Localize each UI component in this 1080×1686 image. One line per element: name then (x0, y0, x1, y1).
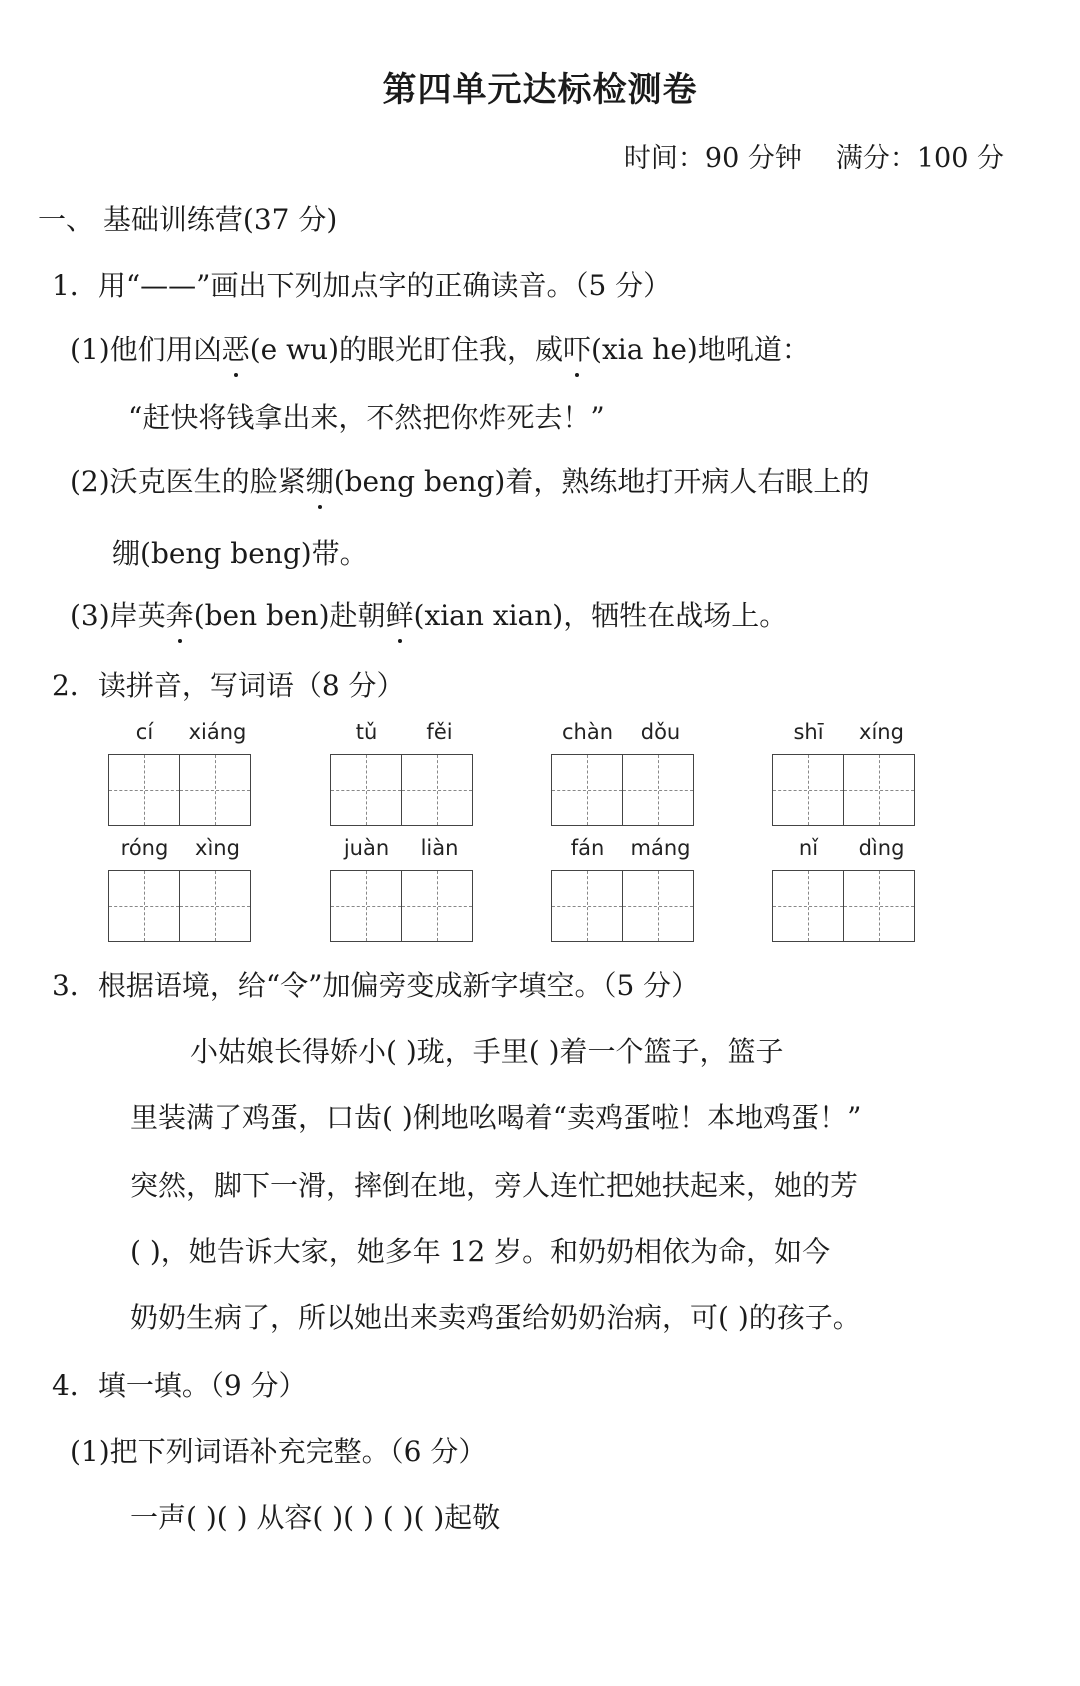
q1-item2 (70, 460, 869, 500)
q1-item1 (70, 328, 810, 368)
pinyin-word-box (551, 836, 697, 942)
q1-item3-dotted-char-1: 奔 (166, 594, 194, 634)
pinyin-label: nǐ (798, 836, 819, 860)
pinyin-word-box (772, 720, 918, 826)
tianzige-cell[interactable] (180, 754, 251, 826)
pinyin-label: xiáng (188, 720, 247, 744)
pinyin-label: dǒu (640, 720, 681, 744)
q1-item2-dotted-char: 绷 (306, 460, 334, 500)
pinyin-word-box (772, 836, 918, 942)
pinyin-label: róng (120, 836, 169, 860)
pinyin-label: cí (135, 720, 154, 744)
tianzige-cell[interactable] (330, 754, 402, 826)
q4-fill-line: 一声( )( ) 从容( )( ) ( )( )起敬 (130, 1501, 501, 1534)
q1-item3-text-b: (ben ben)赴朝 (193, 599, 386, 632)
q1-item3-dotted-char-2: 鲜 (386, 594, 414, 634)
tianzige-cell[interactable] (623, 754, 694, 826)
tianzige-cell[interactable] (772, 870, 844, 942)
pinyin-word-box (108, 836, 254, 942)
q1-item3-text-a: (3)岸英 (70, 599, 166, 632)
tianzige-cell[interactable] (772, 754, 844, 826)
q3-prompt: 3．根据语境，给“令”加偏旁变成新字填空。（5 分） (52, 969, 700, 1002)
q1-item1-dotted-char-1: 恶 (222, 328, 250, 368)
q1-item2-text-c: 绷 (112, 537, 141, 570)
tianzige-cell[interactable] (551, 754, 623, 826)
tianzige-cell[interactable] (402, 870, 473, 942)
q1-item3-text-c: (xian xian)，牺牲在战场上。 (413, 599, 788, 632)
pinyin-label: juàn (343, 836, 390, 860)
exam-meta (624, 136, 1004, 175)
section-heading: 一、 基础训练营(37 分) (38, 203, 338, 236)
tianzige-cell[interactable] (623, 870, 694, 942)
q1-item2-continuation (112, 532, 368, 572)
tianzige-cell[interactable] (551, 870, 623, 942)
q1-item2-text-b: (beng beng)着，熟练地打开病人右眼上的 (333, 465, 870, 498)
q4-prompt: 4．填一填。（9 分） (52, 1369, 307, 1402)
tianzige-cell[interactable] (108, 754, 180, 826)
pinyin-word-box (108, 720, 254, 826)
pinyin-label: xìng (195, 836, 240, 860)
tianzige-cell[interactable] (330, 870, 402, 942)
q3-passage-line: 小姑娘长得娇小( )珑，手里( )着一个篮子，篮子 (190, 1035, 784, 1068)
full-score: 满分：100 分 (835, 143, 1004, 174)
tianzige-cell[interactable] (844, 754, 915, 826)
pinyin-label: tǔ (355, 720, 378, 744)
pinyin-label: fěi (426, 720, 453, 744)
q3-passage-line: 奶奶生病了，所以她出来卖鸡蛋给奶奶治病，可( )的孩子。 (130, 1301, 861, 1334)
tianzige-cell[interactable] (108, 870, 180, 942)
tianzige-cell[interactable] (402, 754, 473, 826)
pinyin-label: dìng (858, 836, 905, 860)
q1-item2-text-d: (beng beng)带。 (140, 537, 368, 570)
q1-item3 (70, 594, 787, 634)
pinyin-label: chàn (561, 720, 614, 744)
pinyin-word-box (551, 720, 697, 826)
pinyin-label: fán (570, 836, 605, 860)
q1-item1-text-a: (1)他们用凶 (70, 333, 222, 366)
pinyin-label: máng (630, 836, 691, 860)
q1-item1-text-c: (xia he)地吼道： (591, 333, 810, 366)
pinyin-word-box (330, 836, 476, 942)
pinyin-label: shī (793, 720, 824, 744)
q2-prompt: 2．读拼音，写词语（8 分） (52, 669, 405, 702)
q4-sub1: (1)把下列词语补充完整。（6 分） (70, 1435, 487, 1468)
q1-item2-text-a: (2)沃克医生的脸紧 (70, 465, 306, 498)
time-limit: 时间：90 分钟 (623, 143, 802, 174)
tianzige-cell[interactable] (180, 870, 251, 942)
q3-passage-line: 里装满了鸡蛋，口齿( )俐地吆喝着“卖鸡蛋啦！本地鸡蛋！” (130, 1101, 862, 1134)
q3-passage-line: 突然，脚下一滑，摔倒在地，旁人连忙把她扶起来，她的芳 (130, 1169, 859, 1202)
q1-prompt: 1．用“——”画出下列加点字的正确读音。（5 分） (52, 269, 672, 302)
pinyin-label: liàn (420, 836, 459, 860)
q1-item1-continuation: “赶快将钱拿出来，不然把你炸死去！” (128, 401, 605, 434)
q1-item1-dotted-char-2: 吓 (563, 328, 591, 368)
pinyin-label: xíng (859, 720, 904, 744)
pinyin-word-box (330, 720, 476, 826)
tianzige-cell[interactable] (844, 870, 915, 942)
q1-item1-text-b: (e wu)的眼光盯住我，威 (249, 333, 564, 366)
page-title: 第四单元达标检测卷 (382, 70, 698, 110)
q3-passage-line: ( )，她告诉大家，她多年 12 岁。和奶奶相依为命，如今 (130, 1235, 831, 1268)
